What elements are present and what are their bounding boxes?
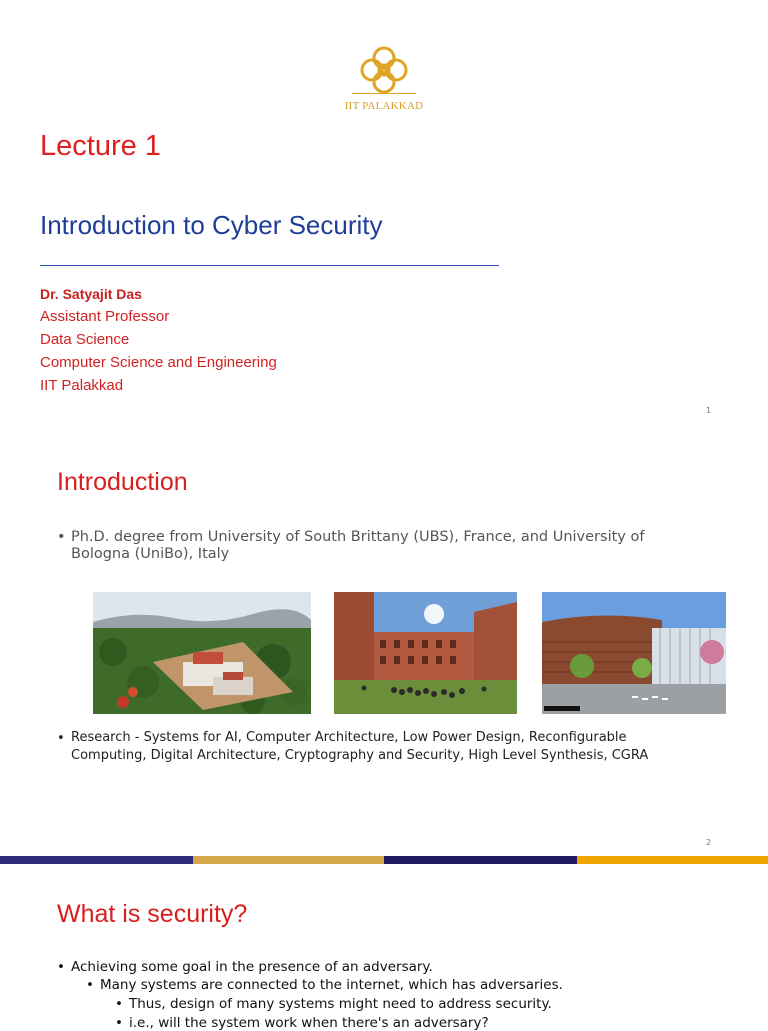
bullet-marker: • <box>57 959 65 975</box>
university-courtyard-photo <box>334 592 517 714</box>
affiliation-line: Data Science <box>40 331 130 348</box>
affiliation-line: Computer Science and Engineering <box>40 354 277 371</box>
footer-bar-segment <box>0 856 193 864</box>
bullet-marker: • <box>86 977 94 993</box>
bullet-text: Thus, design of many systems might need to address security. <box>129 996 552 1012</box>
author-name: Dr. Satyajit Das <box>40 286 142 302</box>
footer-bar-segment <box>384 856 577 864</box>
slide-2 <box>0 432 768 864</box>
lecture-subtitle: Introduction to Cyber Security <box>40 210 383 240</box>
logo-text: IIT PALAKKAD <box>344 100 424 112</box>
bullet-text: i.e., will the system work when there's an adversary? <box>129 1015 489 1031</box>
footer-bar-segment <box>193 856 384 864</box>
bullet-marker: • <box>115 1015 123 1031</box>
slide-title: Introduction <box>57 468 188 496</box>
title-underline <box>40 265 499 266</box>
footer-bar-segment <box>577 856 768 864</box>
affiliation-line: IIT Palakkad <box>40 377 124 394</box>
bullet-text-phd: Ph.D. degree from University of South Brittany (UBS), France, and University of Bologna (UniBo), Italy <box>71 529 645 562</box>
affiliation-line: Assistant Professor <box>40 308 170 325</box>
logo-divider <box>352 93 416 94</box>
slide-1 <box>0 0 768 432</box>
slide-title: What is security? <box>57 900 248 928</box>
slide-3 <box>0 864 768 1031</box>
bullet-marker: • <box>115 996 123 1012</box>
page-number: 2 <box>706 838 712 847</box>
lecture-title: Lecture 1 <box>40 130 161 162</box>
campus-aerial-photo <box>93 592 311 714</box>
bullet-text: Achieving some goal in the presence of an adversary. <box>71 959 433 975</box>
bullet-marker: • <box>57 529 66 545</box>
bullet-marker: • <box>57 731 65 746</box>
page-number: 1 <box>706 406 712 415</box>
bullet-text-research: Research - Systems for AI, Computer Architecture, Low Power Design, Reconfigurable Computing, Digital Architecture, Cryptography and Security, High Level Synthesis, CGRA <box>71 730 649 763</box>
bullet-text: Many systems are connected to the internet, which has adversaries. <box>100 977 563 993</box>
modern-building-photo <box>542 592 726 714</box>
